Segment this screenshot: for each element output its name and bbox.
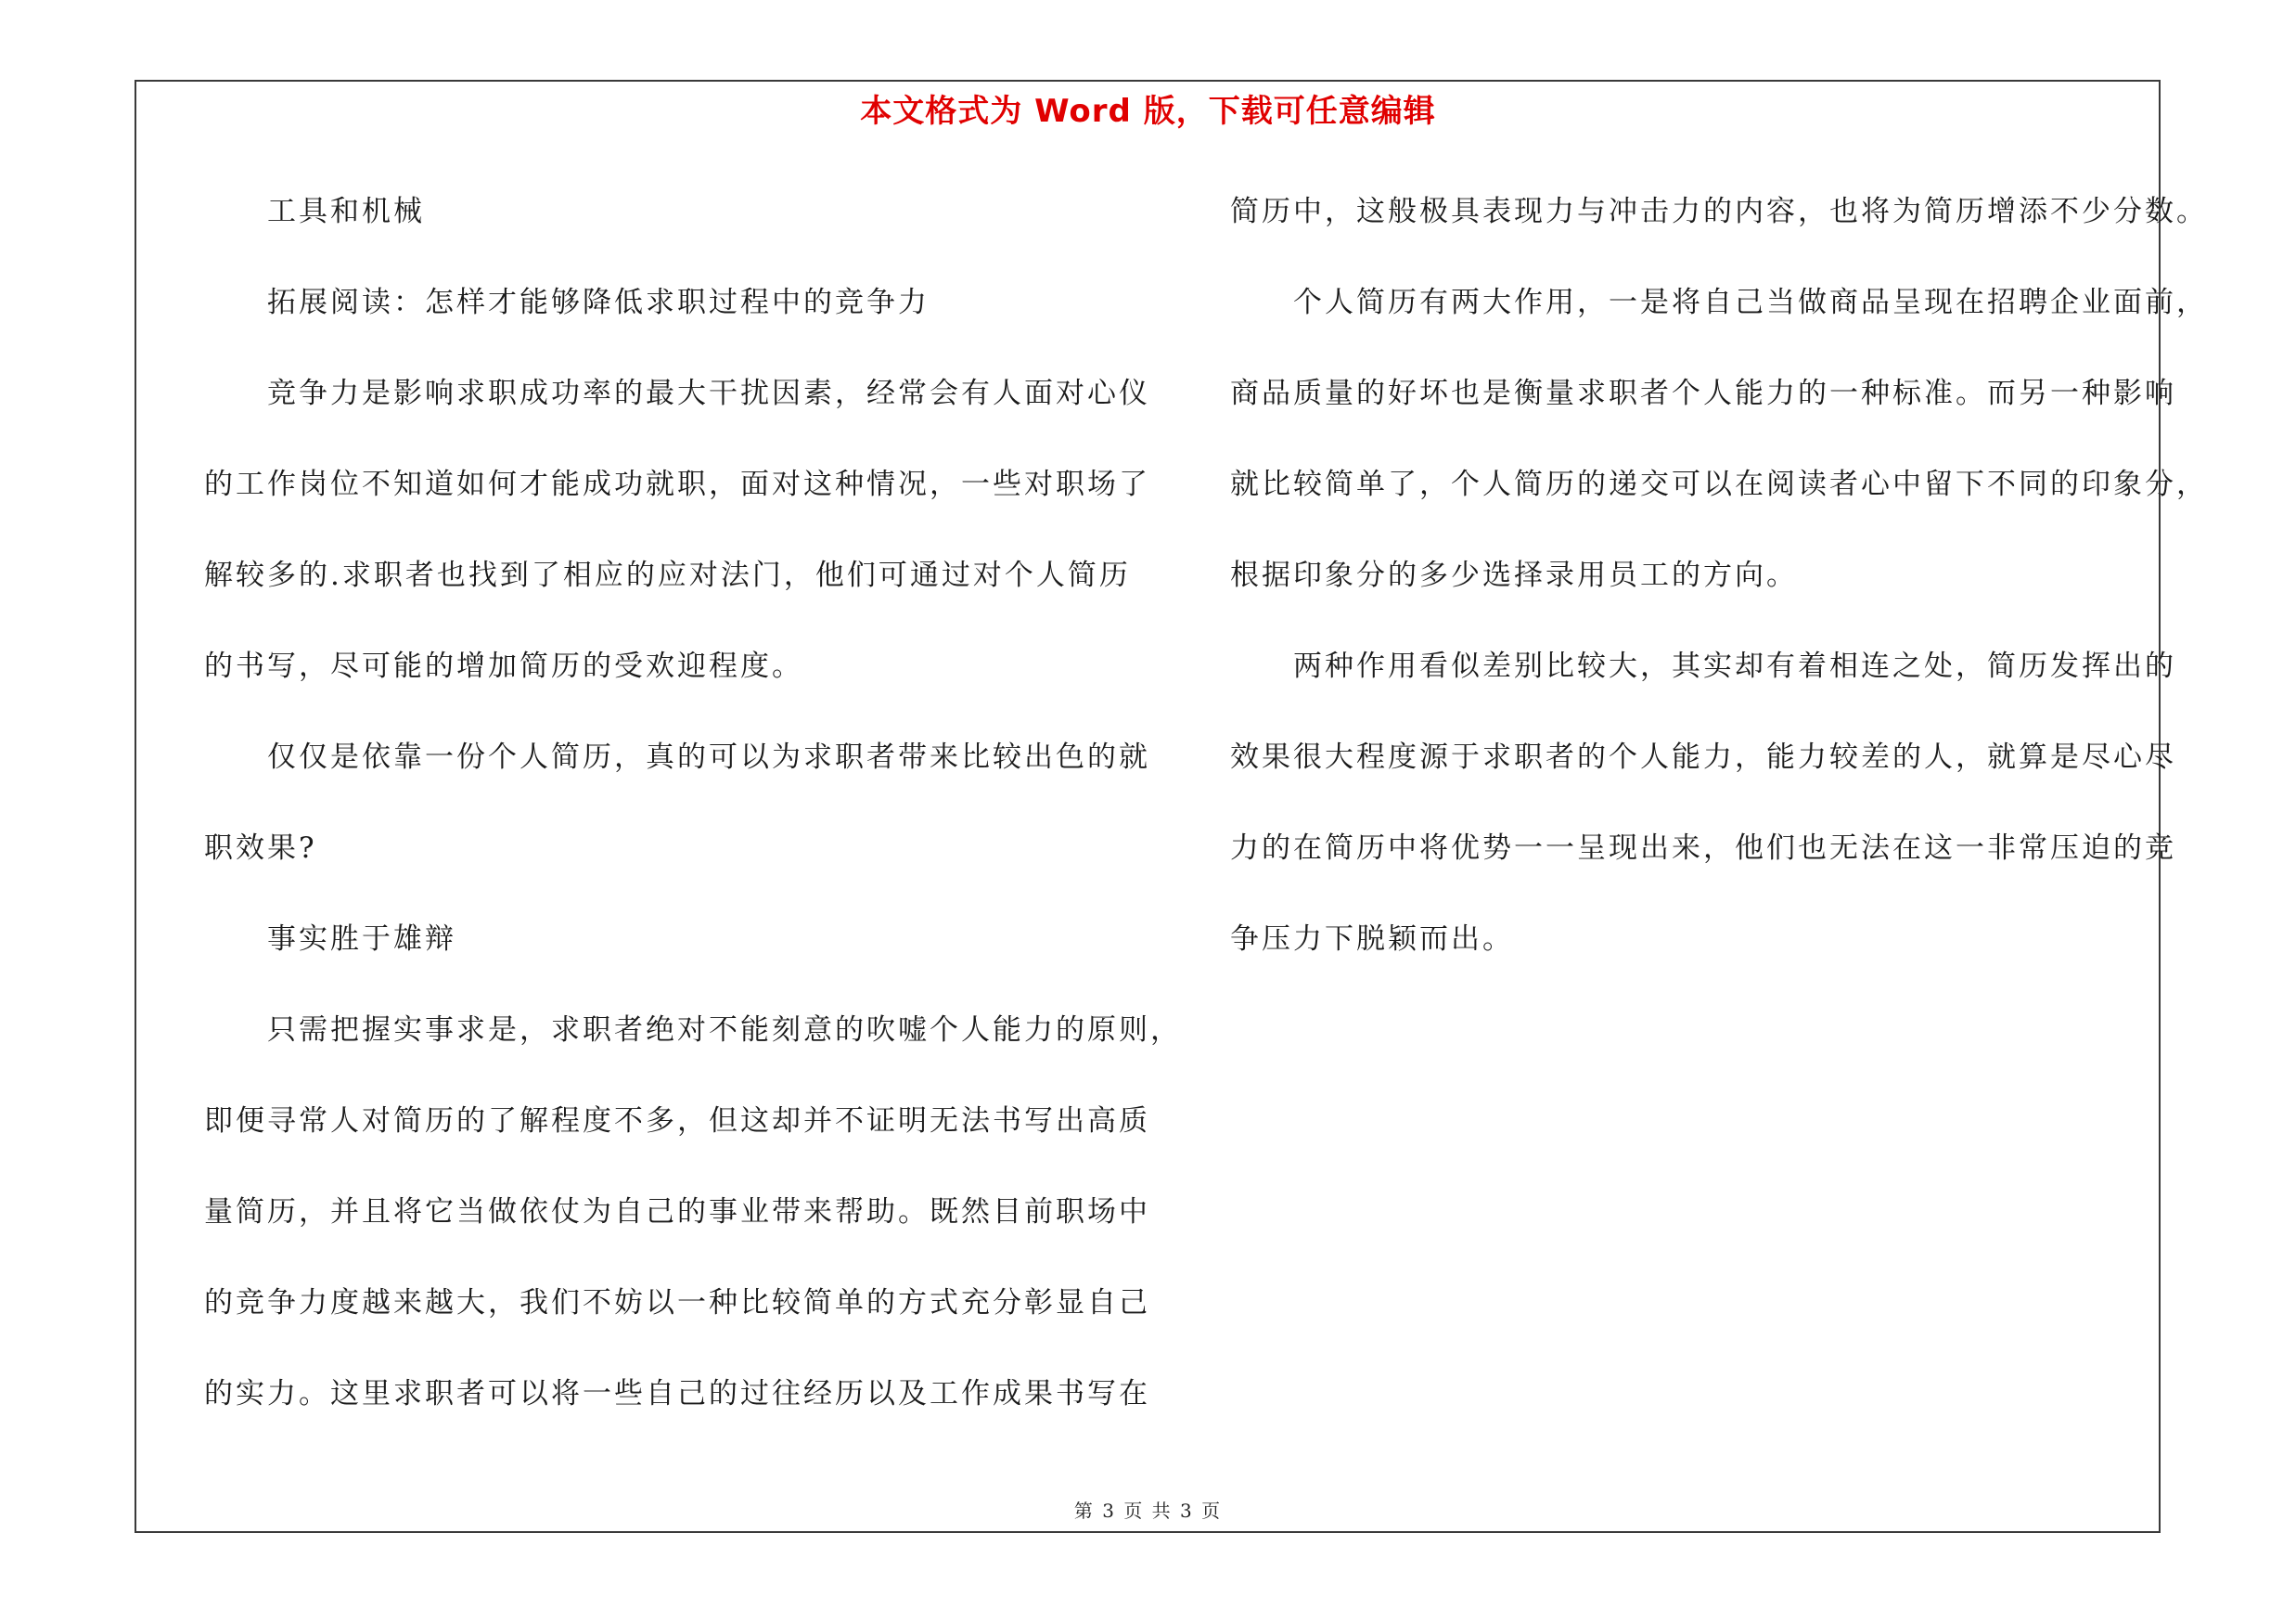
right-line: 根据印象分的多少选择录用员工的方向。 [1230, 559, 1798, 592]
left-line: 量简历，并且将它当做依仗为自己的事业带来帮助。既然目前职场中 [204, 1195, 1150, 1229]
format-banner: 本文格式为 Word 版，下载可任意编辑 [860, 93, 1436, 130]
right-line: 效果很大程度源于求职者的个人能力，能力较差的人，就算是尽心尽 [1230, 741, 2176, 774]
right-line: 力的在简历中将优势一一呈现出来，他们也无法在这一非常压迫的竞 [1230, 831, 2176, 865]
right-line: 争压力下脱颖而出。 [1230, 922, 1514, 956]
left-line: 的书写，尽可能的增加简历的受欢迎程度。 [204, 650, 803, 683]
left-line: 即便寻常人对简历的了解程度不多，但这却并不证明无法书写出高质 [204, 1104, 1150, 1138]
right-line: 个人简历有两大作用，一是将自己当做商品呈现在招聘企业面前， [1293, 286, 2208, 319]
page-number: 第 3 页 共 3 页 [1073, 1500, 1223, 1522]
left-line: 事实胜于雄辩 [267, 922, 456, 956]
left-line: 的竞争力度越来越大，我们不妨以一种比较简单的方式充分彰显自己 [204, 1286, 1150, 1320]
right-line: 商品质量的好坏也是衡量求职者个人能力的一种标准。而另一种影响 [1230, 377, 2176, 410]
left-column [204, 182, 1182, 1455]
right-line: 简历中，这般极具表现力与冲击力的内容，也将为简历增添不少分数。 [1230, 195, 2208, 228]
left-line: 的实力。这里求职者可以将一些自己的过往经历以及工作成果书写在 [204, 1377, 1150, 1410]
left-line: 工具和机械 [267, 195, 425, 228]
left-line: 拓展阅读：怎样才能够降低求职过程中的竞争力 [267, 286, 930, 319]
left-line: 仅仅是依靠一份个人简历，真的可以为求职者带来比较出色的就 [267, 741, 1150, 774]
right-column [1230, 182, 2208, 1000]
right-line: 两种作用看似差别比较大，其实却有着相连之处，简历发挥出的 [1293, 650, 2176, 683]
left-line: 解较多的.求职者也找到了相应的应对法门，他们可通过对个人简历 [204, 559, 1131, 592]
left-line: 竞争力是影响求职成功率的最大干扰因素，经常会有人面对心仪 [267, 377, 1150, 410]
right-line: 就比较简单了，个人简历的递交可以在阅读者心中留下不同的印象分， [1230, 468, 2208, 501]
left-line: 职效果? [204, 831, 317, 865]
left-line: 只需把握实事求是，求职者绝对不能刻意的吹嘘个人能力的原则， [267, 1013, 1182, 1047]
left-line: 的工作岗位不知道如何才能成功就职，面对这种情况，一些对职场了 [204, 468, 1150, 501]
